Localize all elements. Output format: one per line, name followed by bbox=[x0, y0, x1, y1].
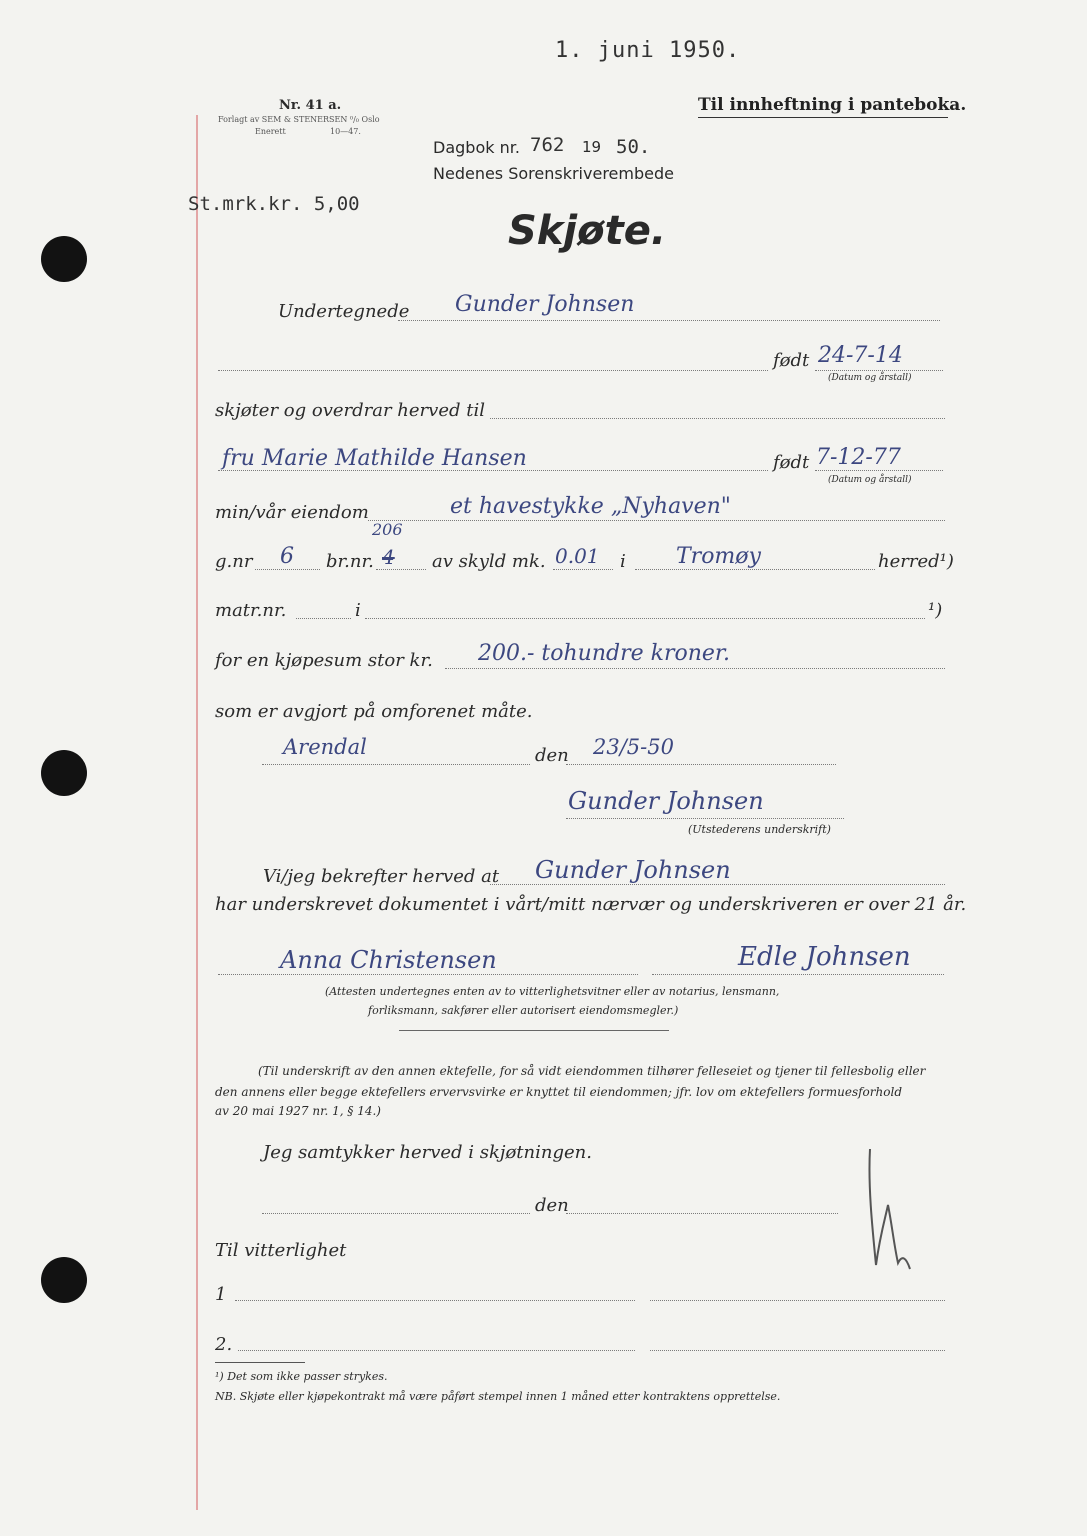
spouse-den-label: den bbox=[535, 1195, 569, 1216]
kjopesum-label: for en kjøpesum stor kr. bbox=[215, 650, 433, 671]
form-number: Nr. 41 a. bbox=[279, 98, 342, 113]
matr-label: matr.nr. bbox=[215, 600, 287, 621]
vitterlighet-label: Til vitterlighet bbox=[215, 1240, 347, 1261]
witness-row-2-number: 2. bbox=[215, 1334, 233, 1355]
place-line bbox=[262, 764, 530, 765]
avgjort-text: som er avgjort på omforenet måte. bbox=[215, 701, 533, 722]
date-stamp: 1. juni 1950. bbox=[555, 38, 741, 63]
eiendom-line bbox=[368, 520, 945, 521]
stamp-duty: St.mrk.kr. 5,00 bbox=[188, 193, 360, 215]
matr-i: i bbox=[355, 600, 361, 621]
spouse-note-line2: den annens eller begge ektefellers ervervsvirke er knyttet til eiendommen; jfr. lov om ektefellers formuesforhold bbox=[215, 1085, 902, 1099]
skyld-label: av skyld mk. bbox=[432, 551, 546, 572]
i-label: i bbox=[620, 551, 626, 572]
punch-hole-top bbox=[41, 236, 87, 282]
skyld-line bbox=[553, 569, 613, 570]
brnr-label: br.nr. bbox=[326, 551, 374, 572]
office-stamp: Nedenes Sorenskriverembede bbox=[433, 164, 674, 183]
dagbok-year: 50. bbox=[616, 136, 651, 158]
spouse-place-line bbox=[262, 1213, 530, 1214]
bekrefter-line bbox=[490, 884, 945, 885]
matr-footnote: ¹) bbox=[928, 600, 943, 621]
herred-line bbox=[635, 569, 875, 570]
til-innheftning-heading: Til innheftning i panteboka. bbox=[698, 95, 967, 115]
skjoter-label: skjøter og overdrar herved til bbox=[215, 400, 485, 421]
section-divider bbox=[399, 1030, 669, 1031]
herred-value[interactable]: Tromøy bbox=[676, 544, 761, 569]
undertegnede-line bbox=[398, 320, 940, 321]
heading-underline bbox=[698, 117, 948, 118]
brnr-struck: 4 bbox=[382, 545, 395, 569]
seller-birthdate[interactable]: 24-7-14 bbox=[818, 343, 903, 368]
herred-label: herred¹) bbox=[878, 551, 954, 572]
datum-note-2: (Datum og årstall) bbox=[828, 475, 912, 485]
punch-hole-bottom bbox=[41, 1257, 87, 1303]
dagbok-label: Dagbok nr. bbox=[433, 138, 520, 157]
fodt-label: født bbox=[773, 350, 810, 371]
issuer-signature[interactable]: Gunder Johnsen bbox=[568, 787, 764, 815]
footnote-nb: NB. Skjøte eller kjøpekontrakt må være påført stempel innen 1 måned etter kontraktens opprettelse. bbox=[215, 1390, 781, 1403]
spouse-note-line3: av 20 mai 1927 nr. 1, § 14.) bbox=[215, 1104, 381, 1118]
fodt2-line bbox=[815, 470, 943, 471]
witness-row-1-number: 1 bbox=[215, 1284, 227, 1305]
gnr-label: g.nr bbox=[215, 551, 253, 572]
buyer-birthdate[interactable]: 7-12-77 bbox=[816, 445, 901, 470]
publisher-enerett: Enerett bbox=[255, 127, 286, 136]
document-title: Skjøte. bbox=[508, 208, 667, 254]
attest-note-line2: forliksmann, sakfører eller autorisert eiendomsmegler.) bbox=[368, 1004, 679, 1017]
property-description[interactable]: et havestykke „Nyhaven" bbox=[450, 494, 731, 519]
bekrefter-label: Vi/jeg bekrefter herved at bbox=[263, 866, 500, 887]
fodt2-label: født bbox=[773, 452, 810, 473]
continuation-line bbox=[218, 370, 768, 371]
skyld-value[interactable]: 0.01 bbox=[555, 544, 600, 568]
undertegnede-label: Undertegnede bbox=[278, 301, 410, 322]
den-label: den bbox=[535, 745, 569, 766]
witness2-signature[interactable]: Edle Johnsen bbox=[738, 942, 911, 972]
datum-note: (Datum og årstall) bbox=[828, 373, 912, 383]
buyer-name[interactable]: fru Marie Mathilde Hansen bbox=[222, 446, 527, 471]
signature-line bbox=[566, 818, 844, 819]
eiendom-label: min/vår eiendom bbox=[215, 502, 369, 523]
date-line bbox=[566, 764, 836, 765]
witness2-line bbox=[652, 974, 944, 975]
dagbok-year-prefix: 19 bbox=[582, 138, 602, 156]
footnote-rule bbox=[215, 1362, 305, 1363]
publisher-date: 10—47. bbox=[330, 127, 361, 136]
witness-statement: har underskrevet dokumentet i vårt/mitt nærvær og underskriveren er over 21 år. bbox=[215, 894, 967, 915]
pen-mark bbox=[858, 1145, 918, 1275]
matr-line-1 bbox=[296, 618, 351, 619]
place-value[interactable]: Arendal bbox=[283, 735, 367, 759]
kjopesum-line bbox=[445, 668, 945, 669]
issuer-caption: (Utstederens underskrift) bbox=[688, 823, 831, 836]
dagbok-number: 762 bbox=[530, 134, 565, 156]
witness-row-1-line-b bbox=[650, 1300, 945, 1301]
witness1-line bbox=[218, 974, 638, 975]
gnr-line bbox=[255, 569, 320, 570]
publisher-line: Forlagt av SEM & STENERSEN ⁰/₀ Oslo bbox=[218, 115, 380, 124]
consent-text: Jeg samtykker herved i skjøtningen. bbox=[263, 1142, 592, 1163]
skjoter-line bbox=[490, 418, 945, 419]
witness-row-2-line-b bbox=[650, 1350, 945, 1351]
gnr-value[interactable]: 6 bbox=[280, 544, 294, 569]
spouse-note-line1: (Til underskrift av den annen ektefelle, for så vidt eiendommen tilhører felleseiet og tjener til fellesbolig eller bbox=[258, 1064, 926, 1078]
footnote-1: ¹) Det som ikke passer strykes. bbox=[215, 1370, 388, 1383]
brnr-line bbox=[376, 569, 426, 570]
witness-row-2-line-a bbox=[238, 1350, 635, 1351]
date-value[interactable]: 23/5-50 bbox=[593, 735, 674, 759]
brnr-value[interactable]: 206 bbox=[372, 520, 403, 539]
punch-hole-middle bbox=[41, 750, 87, 796]
purchase-price[interactable]: 200.- tohundre kroner. bbox=[478, 641, 730, 666]
bekrefter-name[interactable]: Gunder Johnsen bbox=[535, 856, 731, 884]
spouse-date-line bbox=[566, 1213, 838, 1214]
fodt-line bbox=[815, 370, 943, 371]
attest-note-line1: (Attesten undertegnes enten av to vitterlighetsvitner eller av notarius, lensmann, bbox=[325, 985, 780, 998]
margin-rule bbox=[196, 115, 198, 1510]
seller-name[interactable]: Gunder Johnsen bbox=[455, 292, 635, 317]
matr-line-2 bbox=[365, 618, 925, 619]
witness1-signature[interactable]: Anna Christensen bbox=[280, 946, 497, 974]
witness-row-1-line-a bbox=[235, 1300, 635, 1301]
buyer-line bbox=[218, 470, 768, 471]
